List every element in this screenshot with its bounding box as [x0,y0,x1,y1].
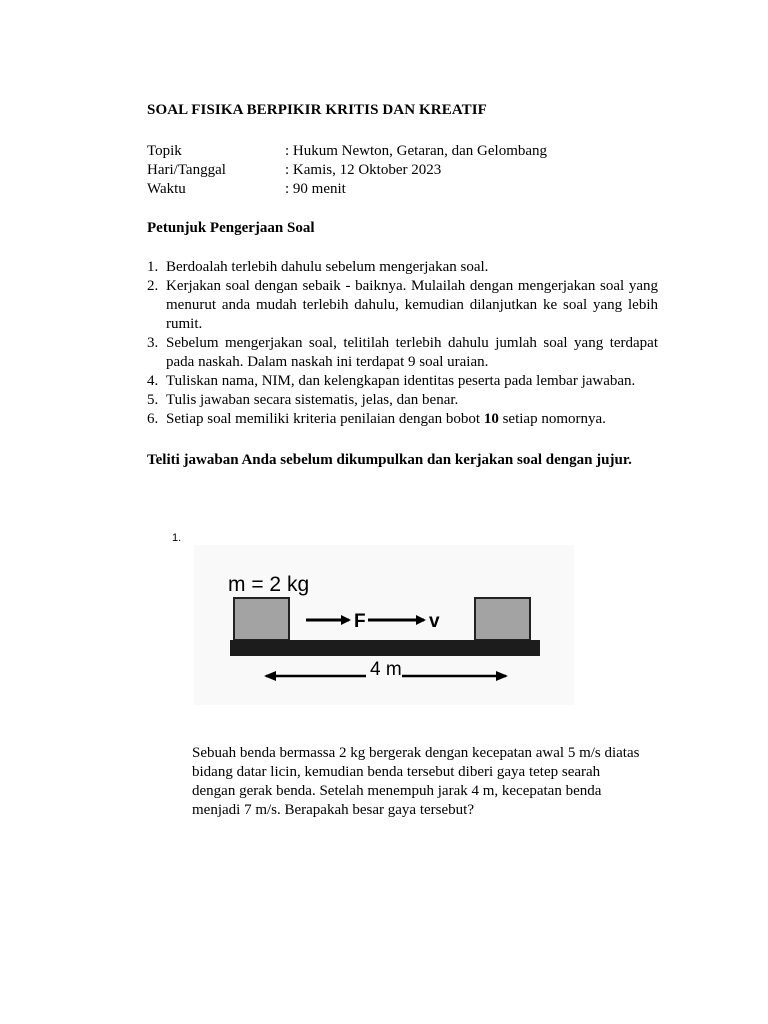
floor-surface [230,640,540,656]
block-final [475,598,530,640]
block-initial [234,598,289,640]
closing-note: Teliti jawaban Anda sebelum dikumpulkan dan kerjakan soal dengan jujur. [147,452,632,468]
list-item [147,277,658,334]
item-text-part: Setiap soal memiliki kriteria penilaian dengan bobot [166,411,484,427]
item-number: 4. [147,373,159,389]
info-label: Hari/Tanggal [147,162,226,178]
info-row-waktu [147,180,647,199]
item-text: Tulis jawaban secara sistematis, jelas, dan benar. [166,392,459,408]
item-text: Tuliskan nama, NIM, dan kelengkapan identitas peserta pada lembar jawaban. [166,373,636,389]
list-item [147,391,658,410]
item-text-part: setiap nomornya. [498,411,606,427]
question-number: 1. [172,532,182,544]
document-title: SOAL FISIKA BERPIKIR KRITIS DAN KREATIF [147,102,487,118]
info-row-tanggal [147,161,647,180]
item-text: Kerjakan soal dengan sebaik - baiknya. Mulailah dengan mengerjakan soal yang menurut anda mudah terlebih dahulu, kemudian dilanjutkan ke soal yang lebih rumit. [166,278,658,332]
list-item [147,372,658,391]
question-line: menjadi 7 m/s. Berapakah besar gaya tersebut? [192,802,474,818]
list-item [147,410,658,429]
question-line: dengan gerak benda. Setelah menempuh jarak 4 m, kecepatan benda [192,783,602,799]
force-label: F [354,611,366,632]
item-weight: 10 [483,411,499,427]
info-row-topik [147,142,647,161]
item-number: 3. [147,335,159,351]
item-number: 2. [147,278,159,294]
physics-diagram [194,545,574,705]
question-line: Sebuah benda bermassa 2 kg bergerak dengan kecepatan awal 5 m/s diatas [192,745,640,761]
exam-info [147,142,647,199]
instructions-list [147,258,658,429]
info-value: : 90 menit [285,181,346,197]
question-line: bidang datar licin, kemudian benda tersebut diberi gaya tetep searah [192,764,601,780]
distance-label: 4 m [370,659,402,680]
item-number: 6. [147,411,159,427]
mass-label: m = 2 kg [228,573,310,596]
item-number: 5. [147,392,159,408]
list-item [147,334,658,372]
instructions-heading: Petunjuk Pengerjaan Soal [147,220,315,236]
velocity-label: v [429,611,440,632]
info-value: : Kamis, 12 Oktober 2023 [285,162,442,178]
item-number: 1. [147,259,159,275]
info-value: : Hukum Newton, Getaran, dan Gelombang [285,143,548,159]
question-text [192,744,662,820]
item-text: Berdoalah terlebih dahulu sebelum mengerjakan soal. [166,259,489,275]
info-label: Waktu [147,181,186,197]
item-text [166,411,606,427]
question-figure [194,545,574,705]
list-item [147,258,658,277]
item-text: Sebelum mengerjakan soal, telitilah terlebih dahulu jumlah soal yang terdapat pada naskah. Dalam naskah ini terdapat 9 soal uraian. [166,335,658,370]
info-label: Topik [147,143,182,159]
